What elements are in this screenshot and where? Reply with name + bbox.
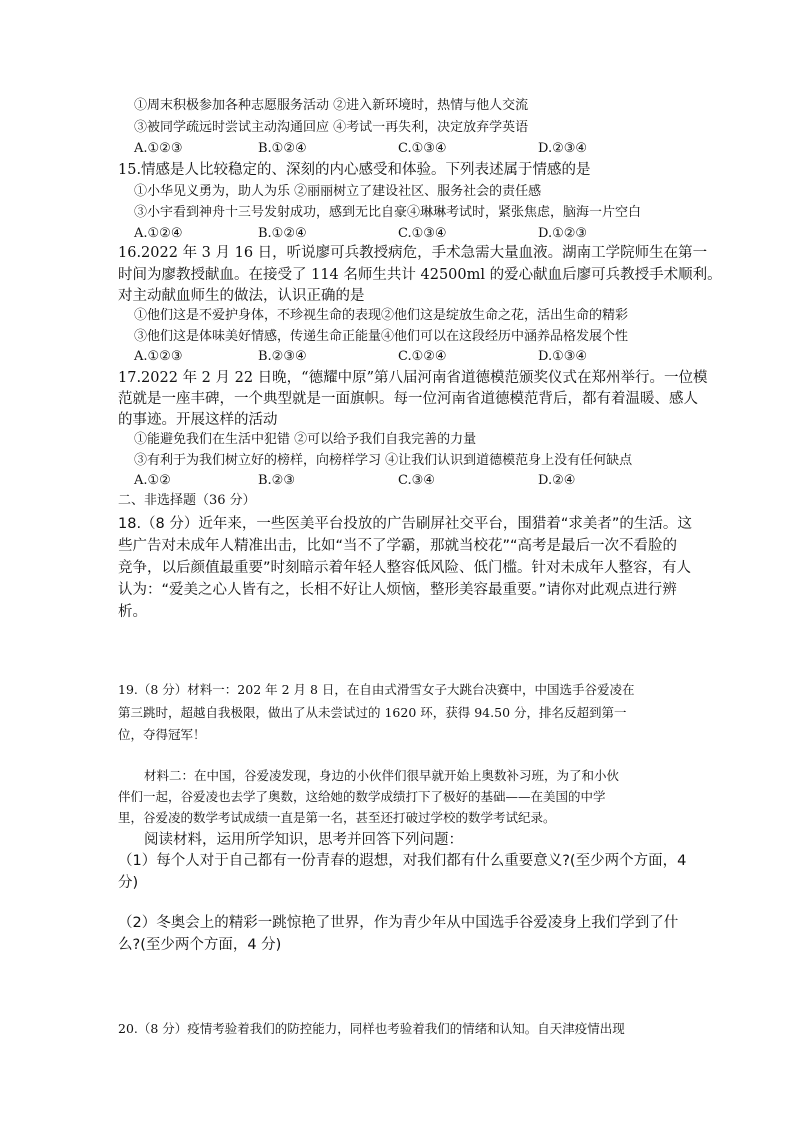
q18-line4: 认为：“爱美之心人皆有之，长相不好让人烦恼，整形美容最重要。”请你对此观点进行辨: [118, 582, 677, 598]
q19-line1: 19.（8 分）材料一：202 年 2 月 8 日，在自由式滑雪女子大跳台决赛中，中国选手谷爱凌在: [118, 682, 635, 697]
q19-part2-line1: （2）冬奥会上的精彩一跳惊艳了世界，作为青少年从中国选手谷爱凌身上我们学到了什: [118, 915, 679, 931]
q17-option-b: B.②③: [258, 473, 295, 488]
q15-stem: 15.情感是人比较稳定的、深刻的内心感受和体验。下列表述属于情感的是: [118, 162, 591, 178]
q16-line2: ③他们这是体味美好情感，传递生命正能量④他们可以在这段经历中涵养品格发展个性: [134, 329, 629, 344]
q14-line1: ①周末积极参加各种志愿服务活动 ②进入新环境时，热情与他人交流: [134, 98, 529, 113]
q19-part1-line2: 分): [118, 875, 139, 891]
q19-material2-line3: 里，谷爱凌的数学考试成绩一直是第一名，甚至还打破过学校的数学考试纪录。: [118, 810, 556, 825]
q14-option-c: C.①③④: [398, 141, 447, 156]
q19-line2: 第三跳时，超越自我极限，做出了从未尝试过的 1620 环，获得 94.50 分，排名反超到第一: [118, 705, 627, 720]
q17-stem-line2: 范就是一座丰碑，一个典型就是一面旗帜。每一位河南省道德模范背后，都有着温暖、感人: [118, 391, 698, 407]
q15-line2: ③小宇看到神舟十三号发射成功，感到无比自豪④琳琳考试时，紧张焦虑，脑海一片空白: [134, 205, 642, 220]
q17-stem-line3: 的事迹。开展这样的活动: [118, 412, 278, 428]
q14-line2: ③被同学疏远时尝试主动沟通回应 ④考试一再失利，决定放弃学英语: [134, 120, 529, 135]
q16-line1: ①他们这是不爱护身体，不珍视生命的表现②他们这是绽放生命之花，活出生命的精彩: [134, 308, 629, 323]
q14-option-b: B.①②④: [258, 141, 307, 156]
q16-stem-line1: 16.2022 年 3 月 16 日，听说廖可兵教授病危，手术急需大量血液。湖南工学院师生在第一: [118, 245, 708, 261]
q17-option-c: C.③④: [398, 473, 435, 488]
q17-line1: ①能避免我们在生活中犯错 ②可以给予我们自我完善的力量: [134, 432, 477, 447]
q19-instruction: 阅读材料，运用所学知识，思考并回答下列问题：: [144, 832, 463, 848]
q19-part1-line1: （1）每个人对于自己都有一份青春的遐想，对我们都有什么重要意义?(至少两个方面，4: [118, 853, 687, 869]
q15-option-d: D.①②③: [538, 226, 588, 241]
section-heading: 二、非选择题（36 分）: [118, 493, 256, 508]
q15-option-c: C.①③④: [398, 226, 447, 241]
q15-line1: ①小华见义勇为，助人为乐 ②丽丽树立了建设社区、服务社会的责任感: [134, 184, 542, 199]
q14-option-d: D.②③④: [538, 141, 588, 156]
q16-option-b: B.②③④: [258, 349, 307, 364]
q17-stem-line1: 17.2022 年 2 月 22 日晚，“德耀中原”第八届河南省道德模范颁奖仪式在郑州举行。一位模: [118, 370, 708, 386]
q16-stem-line2: 时间为廖教授献血。在接受了 114 名师生共计 42500ml 的爱心献血后廖可兵教授手术顺利。: [118, 267, 722, 283]
q19-part2-line2: 么?(至少两个方面，4 分): [118, 937, 282, 953]
q19-line3: 位，夺得冠军！: [118, 727, 206, 742]
q19-material2-line2: 伴们一起，谷爱凌也去学了奥数，这给她的数学成绩打下了极好的基础——在美国的中学: [118, 789, 606, 804]
q18-line2: 些广告对未成年人精准出击，比如“当不了学霸，那就当校花”“高考是最后一次不看脸的: [118, 538, 678, 554]
q18-line3: 竞争，以后颜值最重要”时刻暗示着年轻人整容低风险、低门槛。针对未成年人整容，有人: [118, 560, 692, 576]
q19-material2-line1: 材料二：在中国，谷爱凌发现，身边的小伙伴们很早就开始上奥数补习班，为了和小伙: [144, 768, 620, 783]
q17-line2: ③有利于为我们树立好的榜样，向榜样学习 ④让我们认识到道德模范身上没有任何缺点: [134, 453, 633, 468]
q16-stem-line3: 对主动献血师生的做法，认识正确的是: [118, 288, 365, 304]
q20-line1: 20.（8 分）疫情考验着我们的防控能力，同样也考验着我们的情绪和认知。自天津疫情出现: [118, 1021, 625, 1036]
q16-option-a: A.①②③: [134, 349, 183, 364]
q17-option-d: D.②④: [538, 473, 576, 488]
q14-option-a: A.①②③: [134, 141, 183, 156]
q15-option-a: A.①②④: [134, 226, 183, 241]
q15-option-b: B.①②④: [258, 226, 307, 241]
q17-option-a: A.①②: [134, 473, 171, 488]
q16-option-d: D.①③④: [538, 349, 588, 364]
q18-line5: 析。: [118, 604, 147, 620]
q18-line1: 18.（8 分）近年来，一些医美平台投放的广告刷屏社交平台，围猎着“求美者”的生活。这: [118, 516, 692, 532]
q16-option-c: C.①②④: [398, 349, 447, 364]
